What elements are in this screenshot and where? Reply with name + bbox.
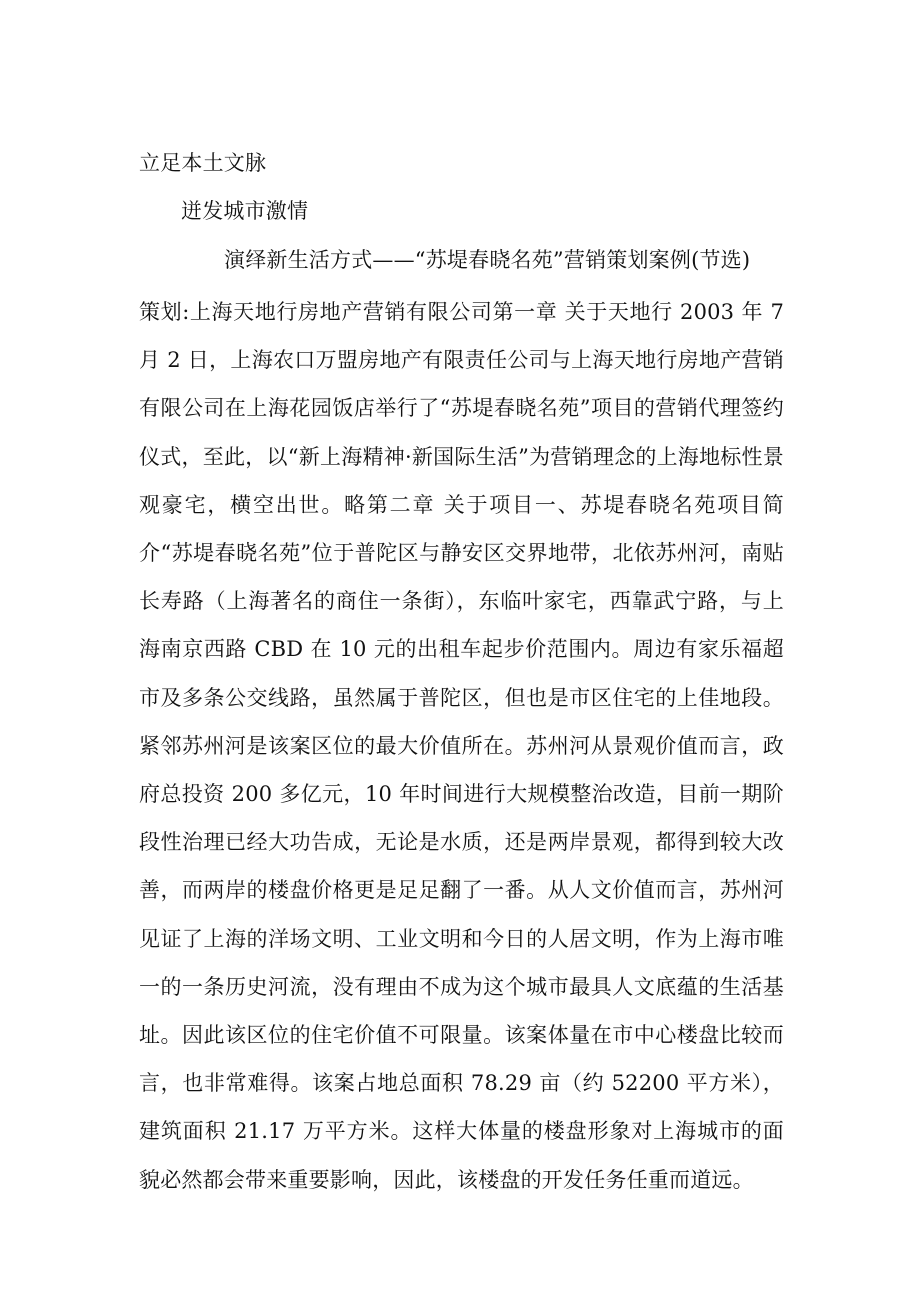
heading-line-3: 演绎新生活方式——“苏堤春晓名苑”营销策划案例(节选) (224, 248, 751, 272)
heading-line-2: 迸发城市激情 (181, 199, 309, 223)
body-paragraph: 策划:上海天地行房地产营销有限公司第一章 关于天地行 2003 年 7 月 2 日，上海农口万盟房地产有限责任公司与上海天地行房地产营销有限公司在上海花园饭店举行了“苏堤春晓名苑”项目的营销代理签约仪式，至此，以“新上海精神·新国际生活”为营销理念的上海地标性景观豪宅，横空出世。略第二章 关于项目一、苏堤春晓名苑项目简介“苏堤春晓名苑”位于普陀区与静安区交界地带，北依苏州河，南贴长寿路（上海著名的商住一条街），东临叶家宅，西靠武宁路，与上海南京西路 CBD 在 10 元的出租车起步价范围内。周边有家乐福超市及多条公交线路，虽然属于普陀区，但也是市区住宅的上佳地段。紧邻苏州河是该案区位的最大价值所在。苏州河从景观价值而言，政府总投资 200 多亿元，10 年时间进行大规模整治改造，目前一期阶段性治理已经大功告成，无论是水质，还是两岸景观，都得到较大改善，而两岸的楼盘价格更是足足翻了一番。从人文价值而言，苏州河见证了上海的洋场文明、工业文明和今日的人居文明，作为上海市唯一的一条历史河流，没有理由不成为这个城市最具人文底蕴的生活基址。因此该区位的住宅价值不可限量。该案体量在市中心楼盘比较而言，也非常难得。该案占地总面积 78.29 亩（约 52200 平方米），建筑面积 21.17 万平方米。这样大体量的楼盘形象对上海城市的面貌必然都会带来重要影响，因此，该楼盘的开发任务任重而道远。 (139, 300, 784, 1192)
heading-line-1: 立足本土文脉 (139, 151, 267, 175)
